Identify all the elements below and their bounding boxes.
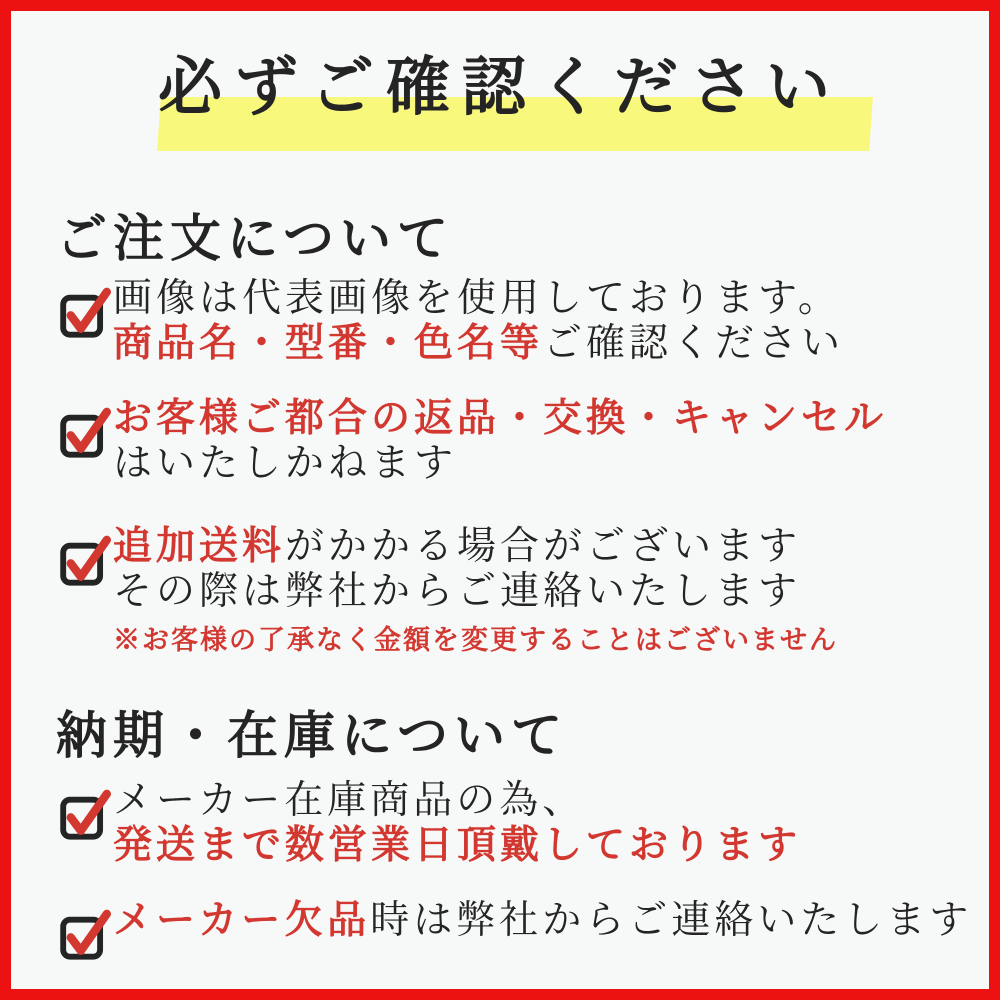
item-text (113, 277, 844, 367)
item3-line1: がかかる場合がございます (285, 525, 802, 568)
checklist-item-maker-out-of-stock (59, 899, 972, 965)
item2-line2: はいたしかねます (113, 441, 458, 485)
checkbox-checked-icon (59, 281, 111, 343)
item1-line2-em: 商品名・型番・色名等 (113, 321, 544, 365)
item2-line1-em: お客様ご都合の返品・交換・キャンセル (113, 397, 888, 440)
item1-line2: ご確認ください (543, 321, 845, 365)
price-change-note: ※お客様の了承なく金額を変更することはございません (113, 624, 838, 655)
checklist-item-maker-stock (59, 779, 801, 869)
checkbox-checked-icon (59, 903, 111, 965)
item5-line1: 時は弊社からご連絡いたします (370, 899, 973, 942)
item1-line1: 画像は代表画像を使用しております。 (113, 277, 841, 320)
checkbox-checked-icon (59, 783, 111, 845)
item-text (113, 899, 972, 944)
checklist-item-extra-shipping (59, 525, 838, 656)
section-heading-stock: 納期・在庫について (56, 709, 568, 765)
section-heading-order: ご注文について (56, 212, 454, 268)
page-title: 必ずご確認ください (158, 52, 842, 123)
checkbox-checked-icon (59, 401, 111, 463)
checklist-item-representative-image (59, 277, 844, 367)
item3-line1-em: 追加送料 (113, 525, 286, 568)
item4-line1: メーカー在庫商品の為、 (113, 779, 586, 822)
item4-line2-em: 発送まで数営業日頂戴しております (113, 823, 802, 867)
item-text (113, 525, 838, 656)
item-text (113, 779, 801, 869)
checkbox-checked-icon (59, 529, 111, 591)
checklist-item-no-returns (59, 397, 887, 487)
item5-line1-em: メーカー欠品 (113, 899, 371, 942)
item3-line2: その際は弊社からご連絡いたします (113, 569, 802, 613)
item-text (113, 397, 887, 487)
title-block (11, 53, 989, 123)
